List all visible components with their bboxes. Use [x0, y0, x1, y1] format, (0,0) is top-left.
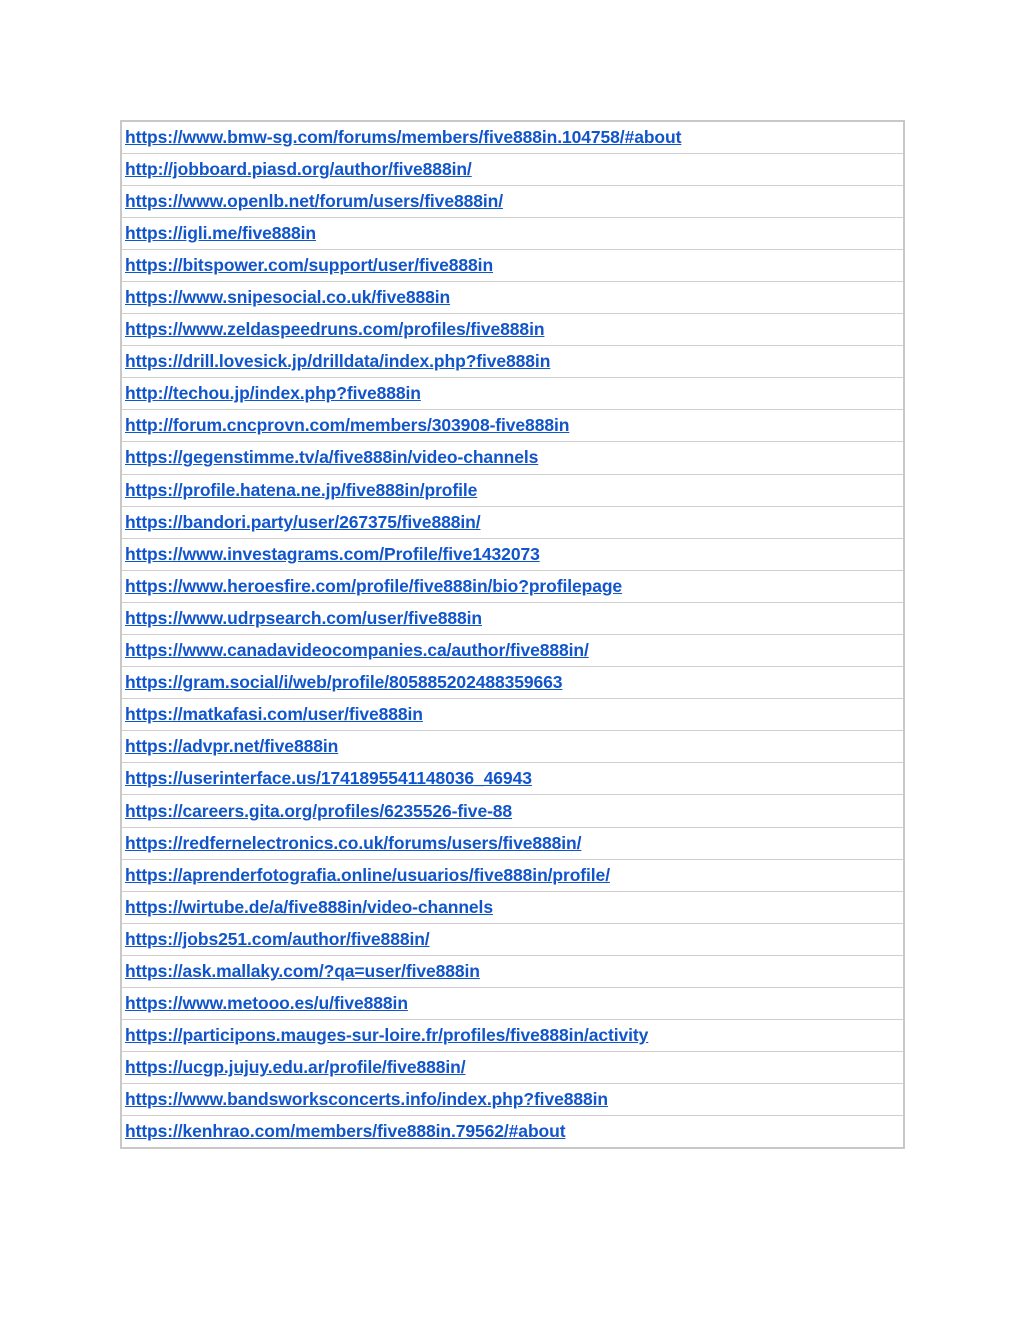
- link-url[interactable]: https://www.bmw-sg.com/forums/members/five888in.104758/#about: [125, 126, 682, 147]
- link-url[interactable]: https://www.bandsworksconcerts.info/index.php?five888in: [125, 1089, 608, 1110]
- table-row: [121, 538, 904, 570]
- table-row: [121, 281, 904, 313]
- table-row: [121, 1052, 904, 1084]
- table-row: [121, 570, 904, 602]
- table-cell: [121, 859, 904, 891]
- table-row: [121, 955, 904, 987]
- table-cell: [121, 538, 904, 570]
- link-url[interactable]: https://jobs251.com/author/five888in/: [125, 928, 430, 949]
- link-url[interactable]: https://www.investagrams.com/Profile/five1432073: [125, 543, 540, 564]
- table-cell: [121, 153, 904, 185]
- table-cell: [121, 121, 904, 153]
- link-url[interactable]: https://drill.lovesick.jp/drilldata/index.php?five888in: [125, 351, 551, 372]
- table-row: [121, 410, 904, 442]
- table-row: [121, 988, 904, 1020]
- table-cell: [121, 249, 904, 281]
- link-url[interactable]: https://participons.mauges-sur-loire.fr/profiles/five888in/activity: [125, 1025, 649, 1046]
- table-row: [121, 667, 904, 699]
- link-url[interactable]: http://techou.jp/index.php?five888in: [125, 383, 421, 404]
- table-row: [121, 1116, 904, 1148]
- links-table: [120, 120, 905, 1149]
- table-cell: [121, 570, 904, 602]
- table-cell: [121, 699, 904, 731]
- table-cell: [121, 667, 904, 699]
- links-table-body: [121, 121, 904, 1148]
- link-url[interactable]: http://forum.cncprovn.com/members/303908-five888in: [125, 415, 570, 436]
- table-row: [121, 635, 904, 667]
- table-row: [121, 1020, 904, 1052]
- link-url[interactable]: https://gegenstimme.tv/a/five888in/video-channels: [125, 447, 539, 468]
- table-cell: [121, 281, 904, 313]
- link-url[interactable]: https://www.heroesfire.com/profile/five888in/bio?profilepage: [125, 575, 623, 596]
- table-row: [121, 795, 904, 827]
- link-url[interactable]: https://www.udrpsearch.com/user/five888in: [125, 607, 483, 628]
- table-row: [121, 827, 904, 859]
- table-row: [121, 442, 904, 474]
- link-url[interactable]: https://ucgp.jujuy.edu.ar/profile/five888in/: [125, 1057, 466, 1078]
- table-row: [121, 506, 904, 538]
- table-cell: [121, 217, 904, 249]
- table-row: [121, 121, 904, 153]
- link-url[interactable]: https://careers.gita.org/profiles/6235526-five-88: [125, 800, 513, 821]
- table-cell: [121, 314, 904, 346]
- table-row: [121, 474, 904, 506]
- table-row: [121, 378, 904, 410]
- table-row: [121, 891, 904, 923]
- table-cell: [121, 891, 904, 923]
- link-url[interactable]: https://kenhrao.com/members/five888in.79562/#about: [125, 1121, 566, 1142]
- table-cell: [121, 1052, 904, 1084]
- table-cell: [121, 795, 904, 827]
- link-url[interactable]: http://jobboard.piasd.org/author/five888in/: [125, 158, 472, 179]
- link-url[interactable]: https://matkafasi.com/user/five888in: [125, 704, 423, 725]
- table-cell: [121, 410, 904, 442]
- link-url[interactable]: https://advpr.net/five888in: [125, 736, 339, 757]
- table-row: [121, 731, 904, 763]
- table-cell: [121, 346, 904, 378]
- table-row: [121, 249, 904, 281]
- link-url[interactable]: https://bandori.party/user/267375/five888in/: [125, 511, 481, 532]
- table-cell: [121, 827, 904, 859]
- table-row: [121, 185, 904, 217]
- table-cell: [121, 763, 904, 795]
- link-url[interactable]: https://www.snipesocial.co.uk/five888in: [125, 287, 451, 308]
- table-cell: [121, 1116, 904, 1148]
- table-row: [121, 346, 904, 378]
- link-url[interactable]: https://igli.me/five888in: [125, 222, 317, 243]
- table-cell: [121, 1084, 904, 1116]
- table-cell: [121, 1020, 904, 1052]
- table-cell: [121, 506, 904, 538]
- link-url[interactable]: https://bitspower.com/support/user/five888in: [125, 254, 494, 275]
- link-url[interactable]: https://ask.mallaky.com/?qa=user/five888in: [125, 960, 480, 981]
- link-url[interactable]: https://gram.social/i/web/profile/805885202488359663: [125, 672, 563, 693]
- table-cell: [121, 185, 904, 217]
- table-cell: [121, 988, 904, 1020]
- link-url[interactable]: https://www.zeldaspeedruns.com/profiles/five888in: [125, 319, 545, 340]
- link-url[interactable]: https://userinterface.us/1741895541148036_46943: [125, 768, 532, 789]
- table-row: [121, 923, 904, 955]
- link-url[interactable]: https://profile.hatena.ne.jp/five888in/profile: [125, 479, 478, 500]
- link-url[interactable]: https://www.openlb.net/forum/users/five888in/: [125, 190, 503, 211]
- link-url[interactable]: https://aprenderfotografia.online/usuarios/five888in/profile/: [125, 864, 610, 885]
- table-cell: [121, 602, 904, 634]
- table-row: [121, 314, 904, 346]
- table-cell: [121, 923, 904, 955]
- link-url[interactable]: https://www.canadavideocompanies.ca/author/five888in/: [125, 640, 589, 661]
- link-url[interactable]: https://redfernelectronics.co.uk/forums/users/five888in/: [125, 832, 582, 853]
- table-row: [121, 217, 904, 249]
- table-cell: [121, 635, 904, 667]
- table-cell: [121, 731, 904, 763]
- table-cell: [121, 955, 904, 987]
- table-cell: [121, 378, 904, 410]
- link-url[interactable]: https://www.metooo.es/u/five888in: [125, 993, 408, 1014]
- link-url[interactable]: https://wirtube.de/a/five888in/video-channels: [125, 896, 493, 917]
- table-cell: [121, 474, 904, 506]
- table-row: [121, 859, 904, 891]
- table-cell: [121, 442, 904, 474]
- table-row: [121, 1084, 904, 1116]
- table-row: [121, 153, 904, 185]
- table-row: [121, 602, 904, 634]
- table-row: [121, 699, 904, 731]
- table-row: [121, 763, 904, 795]
